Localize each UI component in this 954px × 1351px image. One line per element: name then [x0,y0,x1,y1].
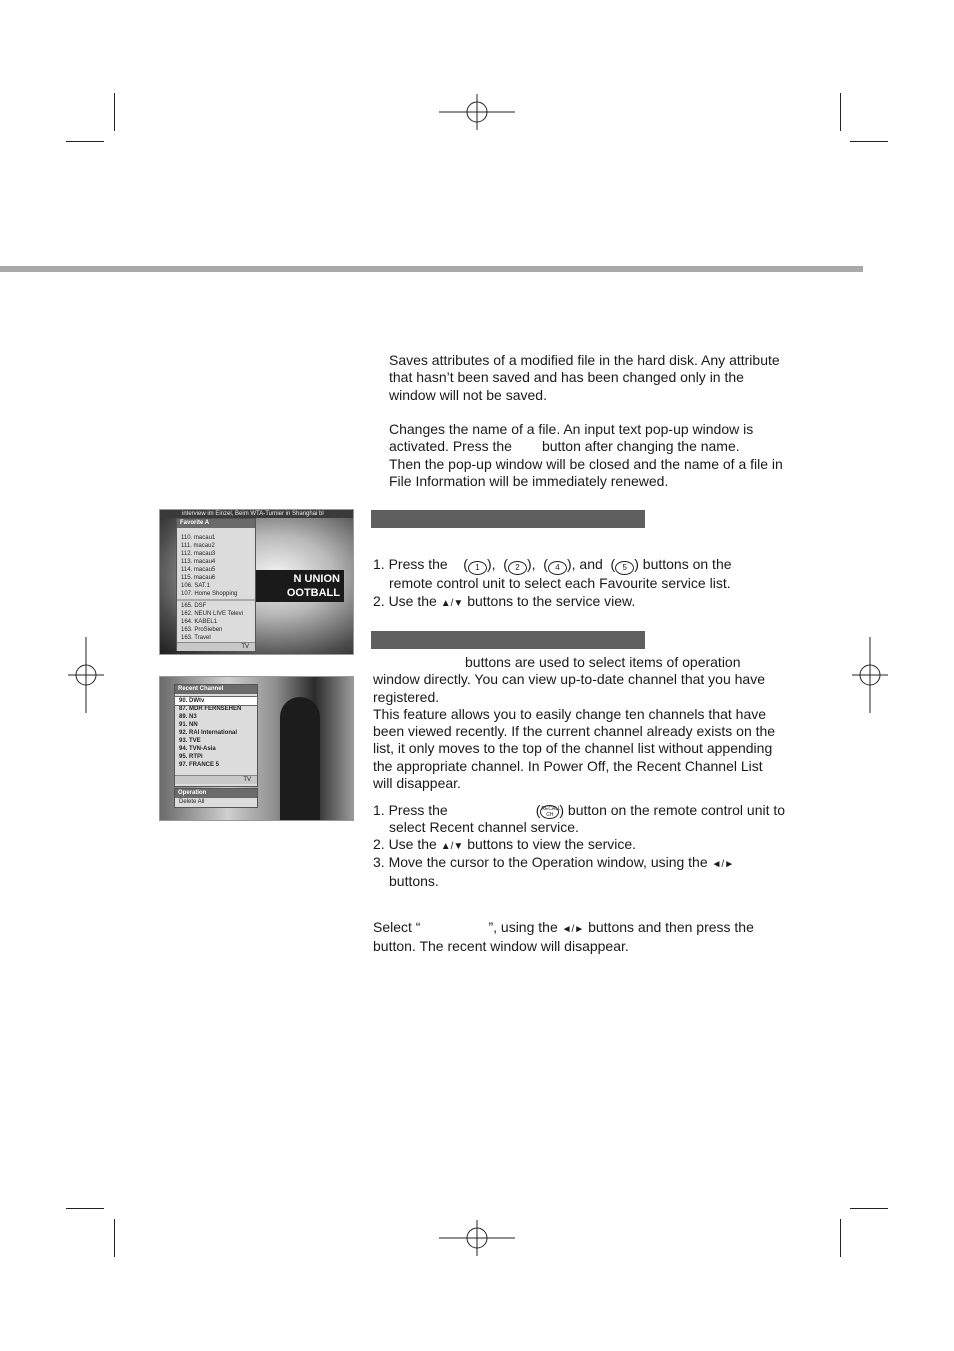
registration-mark [48,637,124,713]
recent-step-1: 1. Press the (RECALL CH ) button on the remote control unit to select Recent channel service. [373,802,786,836]
number-1-button-icon: 1 [468,561,487,575]
number-4-button-icon: 4 [548,561,567,575]
recent-screenshot [159,676,354,821]
list-item[interactable]: 114. macau5 [181,567,216,573]
list-item[interactable]: 90. DWtv [175,697,257,705]
news-ticker: interview im Einzel, Beim WTA-Turnier in Shanghai bl [160,510,353,518]
number-2-button-icon: 2 [508,561,527,575]
crop-mark [66,141,104,142]
list-footer: TV [175,775,257,784]
list-item[interactable]: 107. Home Shopping [181,591,238,597]
list-item[interactable]: 163. Travel [181,635,211,641]
background-figure [280,697,320,820]
list-item[interactable]: 89. N3 [179,714,197,720]
favourite-screenshot [159,509,354,655]
favourite-list-panel [176,518,256,651]
recent-description: buttons are used to select items of operation window directly. You can view up-to-date channel that you have registered. This feature allows you to easily change ten channels that have been viewed recently. If the current channel already exists on the list, it only moves to the top of the channel list without appending the appropriate channel. In Power Off, the Recent Channel List will disappear. [373,654,776,792]
header-rule [0,266,863,272]
recall-button-icon: RECALL CH [541,806,561,818]
list-item[interactable]: 111. macau2 [181,543,215,549]
recent-list-title: Recent Channel [175,685,257,694]
favourite-step-2: 2. Use the ▲/▼ buttons to the service view. [373,593,636,609]
recent-step-3: 3. Move the cursor to the Operation window, using the ◄/► buttons. [373,854,735,890]
crop-mark [114,1219,115,1257]
list-item[interactable]: 110. macau1 [181,535,216,541]
list-item[interactable]: 164. KABEL1 [181,619,218,625]
save-description: Saves attributes of a modified file in the hard disk. Any attribute that hasn’t been saved and has been changed only in the window will not be saved. [389,352,780,403]
crop-mark [840,1219,841,1257]
list-item[interactable]: 92. RAI International [179,730,238,736]
list-item[interactable]: 91. NN [179,722,198,728]
registration-mark [832,637,908,713]
recent-section-heading [371,631,645,649]
rename-description: Changes the name of a file. An input text pop-up window is activated. Press the button after changing the name. Then the pop-up window will be closed and the name of a file in File Information will be immediately renewed. [389,421,783,489]
list-item[interactable]: 112. macau3 [181,551,216,557]
delete-all-description: Select “ ”, using the ◄/► buttons and then press the button. The recent window will disappear. [373,919,754,955]
recent-step-2: 2. Use the ▲/▼ buttons to view the service. [373,836,637,852]
registration-mark [439,74,515,150]
list-item[interactable]: 113. macau4 [181,559,216,565]
registration-mark [439,1200,515,1276]
left-right-arrows-icon: ◄/► [711,859,735,870]
recent-list-panel [174,684,258,787]
list-item[interactable]: 163. ProSieben [181,627,223,633]
list-item[interactable]: 115. macau6 [181,575,216,581]
delete-all-option[interactable]: Delete All [179,799,205,805]
list-item[interactable]: 95. RTPi [179,754,203,760]
up-down-arrows-icon: ▲/▼ [440,598,464,609]
left-right-arrows-icon: ◄/► [561,924,585,935]
list-item[interactable]: 106. SAT.1 [181,583,210,589]
list-footer: TV [177,642,255,651]
crop-mark [114,93,115,131]
favourite-list-title: Favorite A [177,519,255,528]
list-item[interactable]: 162. NEUN LIVE Televi [181,611,243,617]
crop-mark [850,141,888,142]
number-5-button-icon: 5 [615,561,634,575]
channel-logo: N UNION OOTBALL [254,570,344,602]
list-item[interactable]: 93. TVE [179,738,201,744]
crop-mark [850,1208,888,1209]
crop-mark [66,1208,104,1209]
operation-title: Operation [175,789,257,798]
list-item[interactable]: 165. DSF [181,603,207,609]
list-item[interactable]: 94. TVN-Asia [179,746,216,752]
up-down-arrows-icon: ▲/▼ [440,841,464,852]
list-divider [177,599,255,601]
list-item[interactable]: 87. MDR FERNSEHEN [179,706,242,712]
operation-panel [174,788,258,808]
crop-mark [840,93,841,131]
favourite-section-heading [371,510,645,528]
list-item[interactable]: 97. FRANCE 5 [179,762,220,768]
favourite-step-1: 1. Press the ( 1 ), ( 2 ), ( 4 ), and ( 5 ) buttons on the remote control unit to select each Favourite service list. [373,556,732,591]
